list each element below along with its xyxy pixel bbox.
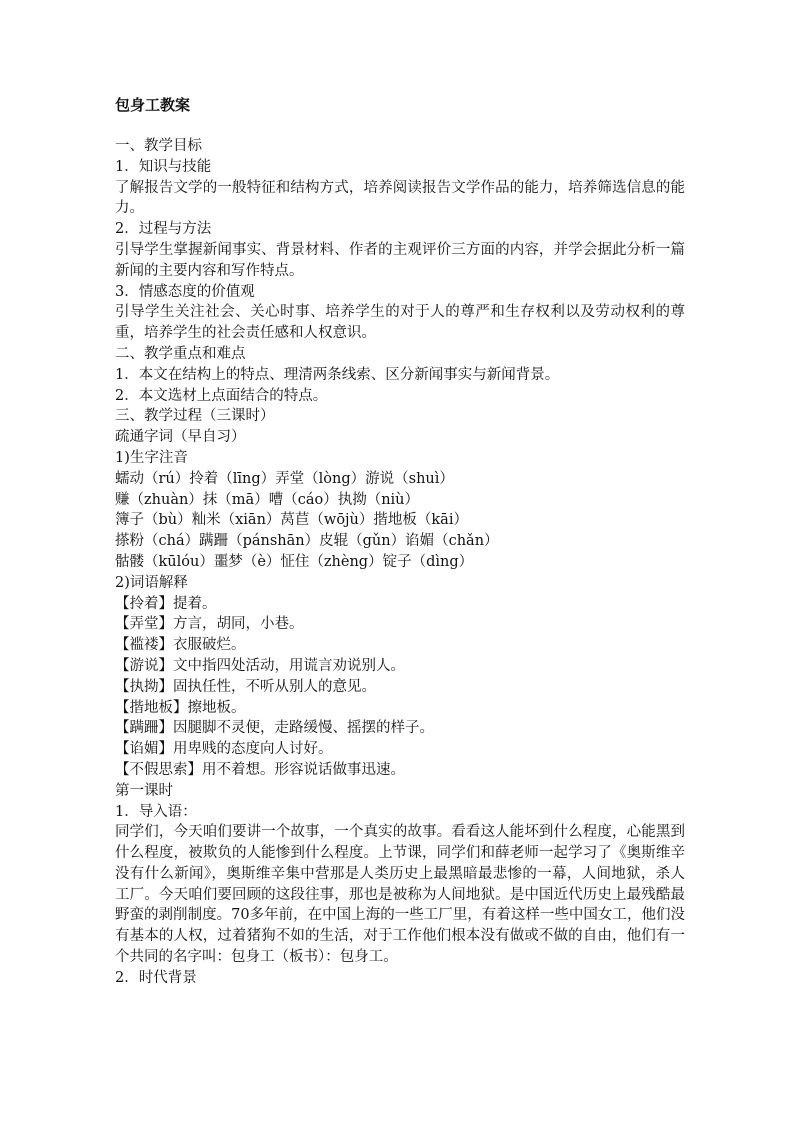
word-explanation: 【拎着】提着。 [115, 595, 217, 612]
word-explanation: 【不假思索】用不着想。形容说话做事迅速。 [115, 761, 405, 778]
subheading-values: 3．情感态度的价值观 [115, 283, 255, 300]
section-heading-key-points: 二、教学重点和难点 [115, 345, 246, 362]
word-explanation: 【揩地板】擦地板。 [115, 699, 246, 716]
pronunciation-line: 骷髅（kūlóu）噩梦（è）怔住（zhèng）锭子（dìng） [115, 553, 474, 570]
paragraph-process-method: 引导学生掌握新闻事实、背景材料、作者的主观评价三方面的内容，并学会据此分析一篇新闻的主要内容和写作特点。 [115, 241, 685, 279]
word-explanation: 【蹒跚】因腿脚不灵便，走路缓慢、摇摆的样子。 [115, 720, 434, 737]
word-explanation: 【谄媚】用卑贱的态度向人讨好。 [115, 741, 333, 758]
pronunciation-line: 搽粉（chá）蹒跚（pánshān）皮辊（gǔn）谄媚（chǎn） [115, 533, 499, 550]
subheading-background: 2．时代背景 [115, 969, 197, 986]
key-point-2: 2．本文选材上点面结合的特点。 [115, 387, 328, 404]
paragraph-introduction: 同学们，今天咱们要讲一个故事，一个真实的故事。看看这人能坏到什么程度，心能黑到什么程度，被欺负的人能惨到什么程度。上节课，同学们和薛老师一起学习了《奥斯维辛没有什么新闻》，奥斯维辛集中营那是人类历史上最黑暗最悲惨的一幕，人间地狱，杀人工厂。今天咱们要回顾的这段往事，那也是被称为人间地狱。是中国近代历史上最残酷最野蛮的剥削制度。70多年前，在中国上海的一些工厂里，有着这样一些中国女工，他们没有基本的人权，过着猪狗不如的生活，对于工作他们根本没有做或不做的自由，他们有一个共同的名字叫：包身工（板书）：包身工。 [115, 824, 685, 966]
paragraph-values: 引导学生关注社会、关心时事、培养学生的对于人的尊严和生存权利以及劳动权利的尊重，培养学生的社会责任感和人权意识。 [115, 304, 685, 342]
word-explanation: 【游说】文中指四处活动，用谎言劝说别人。 [115, 657, 405, 674]
word-explanation: 【执拗】固执任性，不听从别人的意见。 [115, 678, 376, 695]
key-point-1: 1．本文在结构上的特点、理清两条线索、区分新闻事实与新闻背景。 [115, 366, 560, 383]
section-heading-process: 三、教学过程（三课时） [115, 408, 275, 425]
pronunciation-line: 蠕动（rú）拎着（līng）弄堂（lòng）游说（shuì） [115, 470, 454, 487]
paragraph-knowledge-skills: 了解报告文学的一般特征和结构方式，培养阅读报告文学作品的能力，培养筛选信息的能力。 [115, 179, 685, 217]
section-heading-objectives: 一、教学目标 [115, 138, 202, 154]
pronunciation-line: 赚（zhuàn）抹（mā）嘈（cáo）执拗（niù） [115, 491, 420, 508]
subheading-vocabulary: 疏通字词（早自习） [115, 429, 246, 446]
pronunciation-line: 簿子（bù）籼米（xiān）莴苣（wōjù）揩地板（kāi） [115, 512, 468, 529]
subheading-word-explanations: 2)词语解释 [115, 574, 188, 591]
subheading-introduction: 1．导入语： [115, 803, 197, 820]
word-explanation: 【弄堂】方言，胡同，小巷。 [115, 616, 304, 633]
subheading-pronunciation: 1)生字注音 [115, 449, 188, 466]
document-title: 包身工教案 [115, 96, 191, 114]
document-body [115, 95, 685, 989]
subheading-process-method: 2．过程与方法 [115, 221, 212, 238]
word-explanation: 【褴褛】衣服破烂。 [115, 637, 246, 654]
subheading-first-lesson: 第一课时 [115, 782, 173, 799]
subheading-knowledge-skills: 1．知识与技能 [115, 158, 212, 175]
